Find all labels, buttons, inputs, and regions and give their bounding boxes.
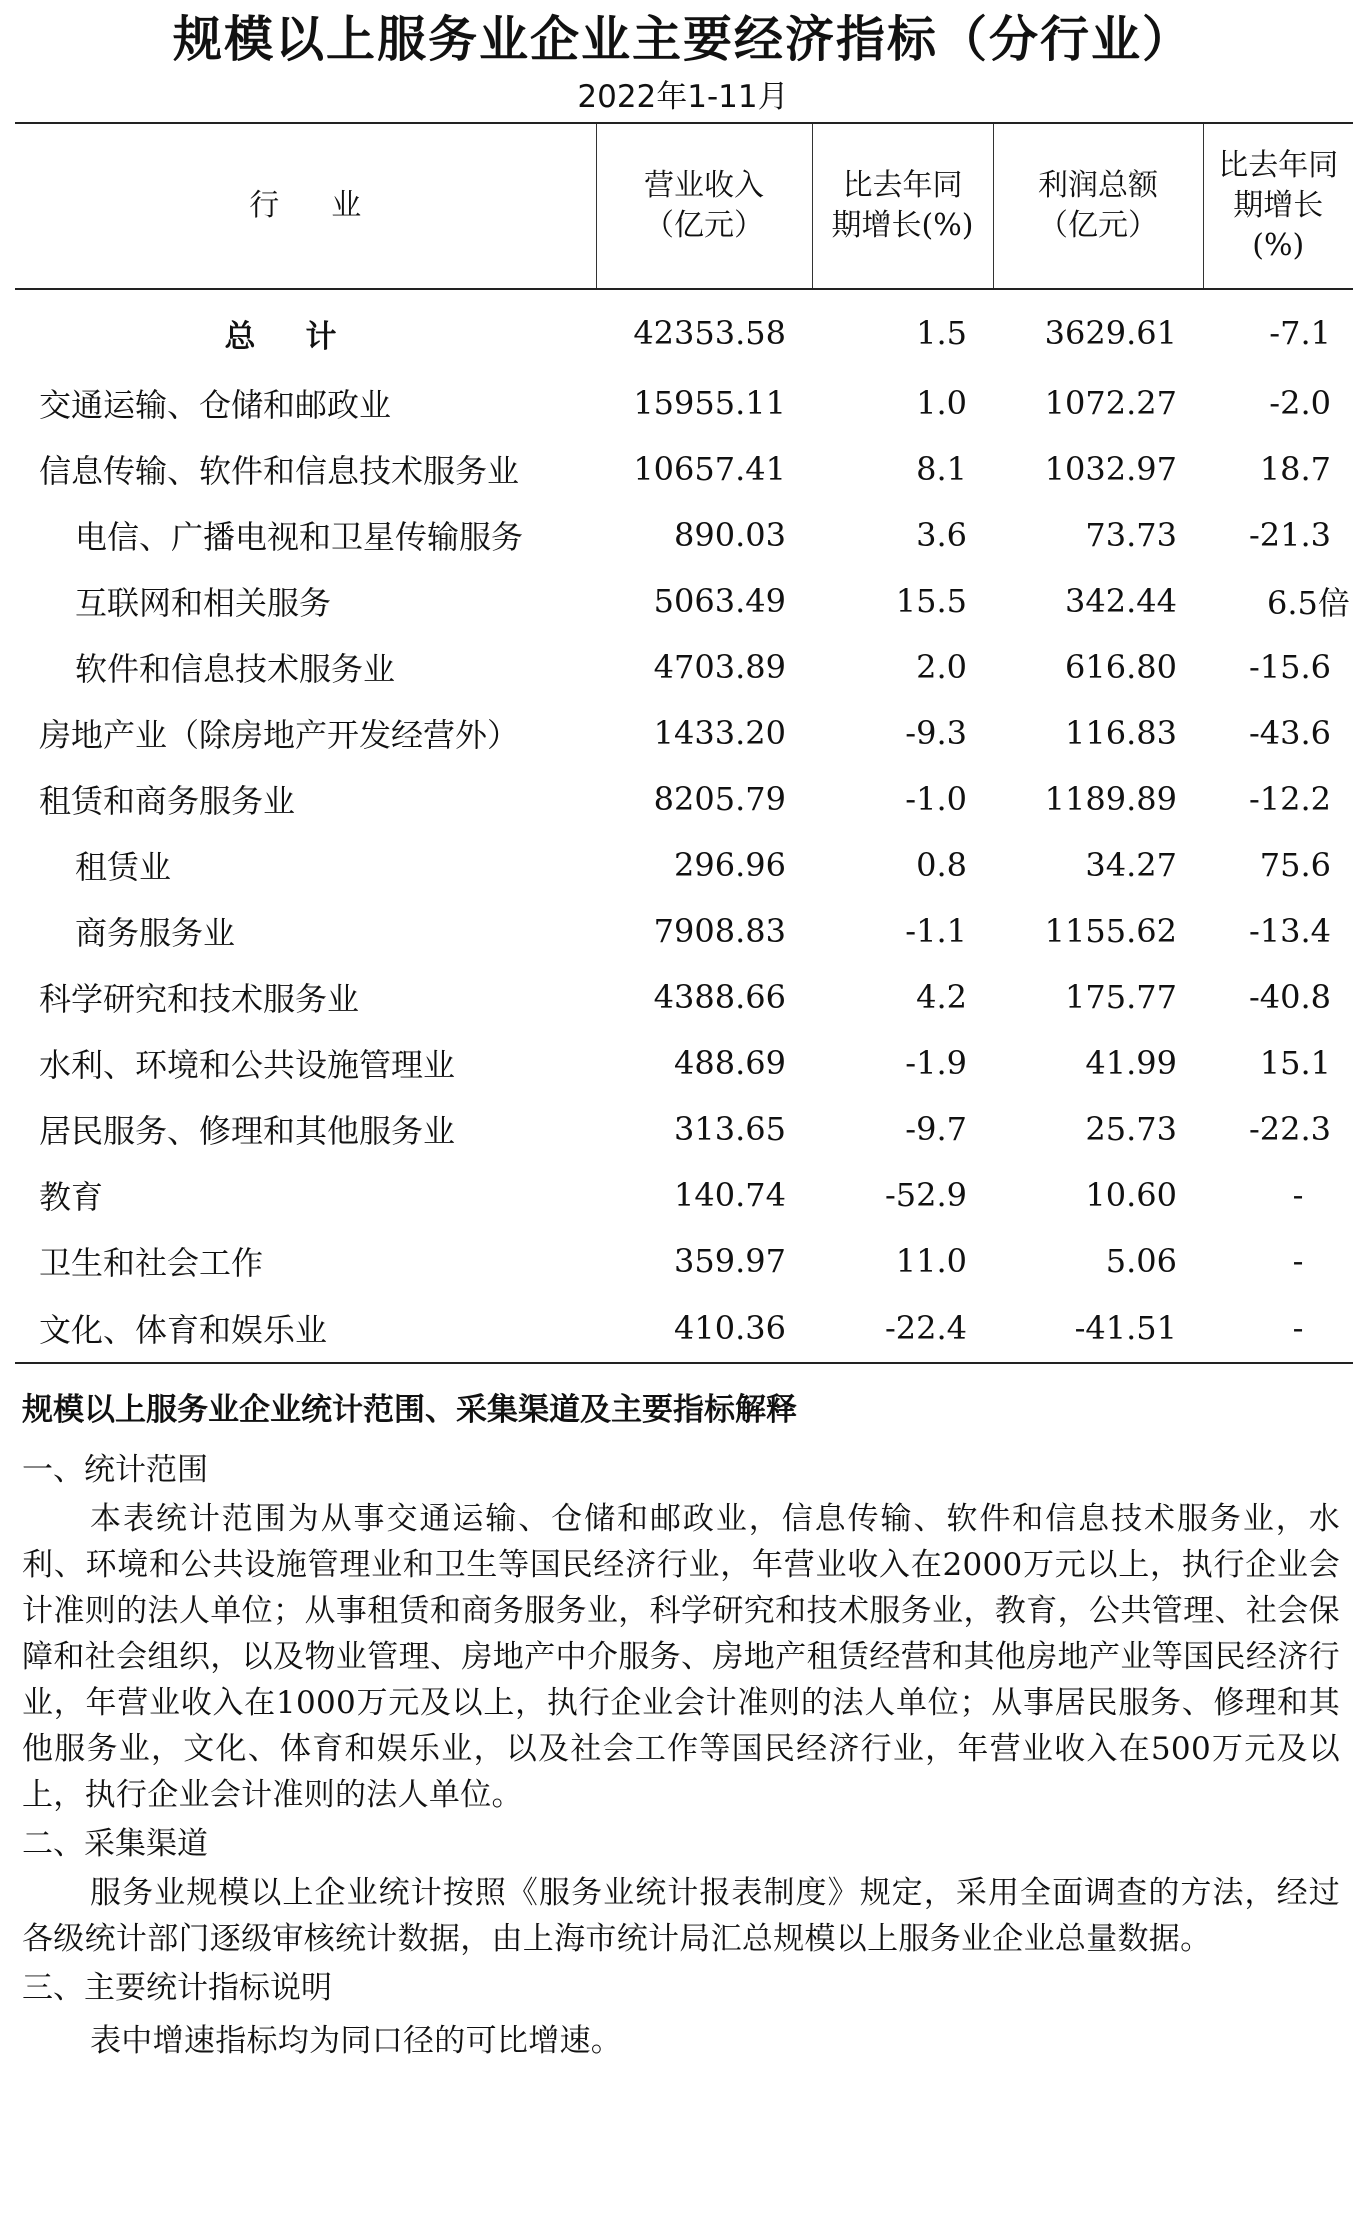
header-profit-line1: 利润总额 (1038, 168, 1158, 203)
cell-profit-growth: -40.8 (1248, 978, 1331, 1016)
table-row-sub (15, 502, 1353, 568)
cell-profit: -41.51 (993, 1294, 1203, 1363)
cell-profit: 73.73 (1085, 516, 1177, 554)
cell-profit-growth: - (1292, 1242, 1304, 1280)
header-profit-growth-line1: 比去年同 (1218, 148, 1339, 183)
header-profit (993, 123, 1203, 289)
notes-heading: 规模以上服务业企业统计范围、采集渠道及主要指标解释 (22, 1392, 797, 1428)
indicator-table (15, 122, 1353, 1364)
table-row-sub (15, 898, 1353, 964)
cell-revenue-growth: -1.0 (905, 780, 967, 818)
header-profit-growth-line3: (%) (1252, 228, 1305, 263)
cell-revenue-growth: 15.5 (895, 582, 967, 620)
cell-profit-growth: -15.6 (1248, 648, 1331, 686)
cell-profit-growth: - (1203, 1294, 1353, 1363)
table-row (15, 1228, 1353, 1294)
cell-revenue-growth: 8.1 (916, 450, 967, 488)
page-subtitle: 2022年1-11月 (577, 79, 789, 115)
section-collection-channel-text: 服务业规模以上企业统计按照《服务业统计报表制度》规定，采用全面调查的方法，经过各级统计部门逐级审核统计数据，由上海市统计局汇总规模以上服务业企业总量数据。 (22, 1875, 1340, 1957)
cell-industry: 卫生和社会工作 (39, 1244, 264, 1282)
cell-profit: 41.99 (1085, 1044, 1177, 1082)
table-row (15, 436, 1353, 502)
cell-profit: 1189.89 (1044, 780, 1177, 818)
cell-profit: 3629.61 (1044, 314, 1177, 352)
cell-industry: 租赁和商务服务业 (39, 782, 296, 820)
table-row (15, 1030, 1353, 1096)
table-row (15, 370, 1353, 436)
cell-industry: 科学研究和技术服务业 (39, 980, 360, 1018)
table-header (15, 123, 1353, 289)
cell-industry: 信息传输、软件和信息技术服务业 (39, 452, 520, 490)
cell-profit-growth: -7.1 (1269, 314, 1331, 352)
cell-profit-growth: -22.3 (1248, 1110, 1331, 1148)
cell-profit: 616.80 (1065, 648, 1177, 686)
cell-profit: 1155.62 (1044, 912, 1177, 950)
cell-revenue: 15955.11 (633, 384, 786, 422)
cell-revenue: 4703.89 (653, 648, 786, 686)
table-row (15, 1294, 1353, 1363)
cell-revenue: 10657.41 (633, 450, 786, 488)
table-row-sub (15, 832, 1353, 898)
section-collection-channel-title: 二、采集渠道 (22, 1826, 208, 1862)
header-profit-line2: （亿元） (1038, 208, 1158, 243)
cell-revenue: 140.74 (674, 1176, 786, 1214)
cell-profit-growth: -21.3 (1248, 516, 1331, 554)
cell-profit-growth: 18.7 (1259, 450, 1331, 488)
cell-industry: 交通运输、仓储和邮政业 (39, 386, 392, 424)
header-revenue-growth-line1: 比去年同 (842, 168, 963, 203)
cell-profit: 10.60 (1085, 1176, 1177, 1214)
cell-industry: 居民服务、修理和其他服务业 (39, 1112, 456, 1150)
section-indicator-notes-text: 表中增速指标均为同口径的可比增速。 (90, 2023, 623, 2059)
cell-revenue: 359.97 (674, 1242, 786, 1280)
header-profit-growth-line2: 期增长 (1233, 188, 1324, 223)
cell-profit-growth: -43.6 (1248, 714, 1331, 752)
section-statistical-scope-title: 一、统计范围 (22, 1452, 208, 1488)
cell-revenue: 1433.20 (653, 714, 786, 752)
cell-revenue-growth: -1.9 (905, 1044, 967, 1082)
cell-revenue-growth: -22.4 (812, 1294, 993, 1363)
cell-industry: 互联网和相关服务 (75, 584, 332, 622)
cell-industry: 教育 (39, 1178, 104, 1216)
cell-industry: 房地产业（除房地产开发经营外） (39, 716, 520, 754)
cell-industry: 电信、广播电视和卫星传输服务 (75, 518, 524, 556)
cell-revenue-growth: 11.0 (895, 1242, 967, 1280)
cell-profit: 342.44 (1065, 582, 1177, 620)
cell-profit: 1032.97 (1044, 450, 1177, 488)
cell-profit: 25.73 (1085, 1110, 1177, 1148)
cell-profit: 5.06 (1105, 1242, 1177, 1280)
cell-revenue-growth: -9.7 (905, 1110, 967, 1148)
cell-industry: 总计 (224, 318, 387, 355)
cell-profit-growth: 6.5倍 (1267, 584, 1350, 622)
cell-revenue: 4388.66 (653, 978, 786, 1016)
header-revenue (596, 123, 812, 289)
cell-revenue: 313.65 (674, 1110, 786, 1148)
table-row-sub (15, 634, 1353, 700)
header-industry: 行业 (15, 123, 596, 289)
header-profit-growth (1203, 123, 1353, 289)
cell-profit: 34.27 (1085, 846, 1177, 884)
table-row (15, 766, 1353, 832)
section-indicator-notes-title: 三、主要统计指标说明 (22, 1970, 332, 2006)
cell-profit: 1072.27 (1044, 384, 1177, 422)
cell-profit-growth: 75.6 (1259, 846, 1331, 884)
cell-revenue: 42353.58 (633, 314, 786, 352)
notes-section (22, 1380, 1340, 2064)
cell-profit-growth: -12.2 (1248, 780, 1331, 818)
cell-profit-growth: - (1292, 1176, 1304, 1214)
cell-industry: 文化、体育和娱乐业 (15, 1294, 596, 1363)
cell-industry: 软件和信息技术服务业 (75, 650, 396, 688)
table-row (15, 964, 1353, 1030)
cell-revenue: 8205.79 (653, 780, 786, 818)
cell-revenue-growth: 1.5 (916, 314, 967, 352)
table-row (15, 1162, 1353, 1228)
cell-revenue-growth: 0.8 (916, 846, 967, 884)
table-row (15, 700, 1353, 766)
cell-industry: 租赁业 (75, 848, 172, 886)
table-row (15, 1096, 1353, 1162)
cell-revenue: 7908.83 (653, 912, 786, 950)
cell-revenue: 296.96 (674, 846, 786, 884)
cell-profit-growth: -13.4 (1248, 912, 1331, 950)
table-header-row (15, 123, 1353, 289)
cell-revenue: 410.36 (596, 1294, 812, 1363)
page-title: 规模以上服务业企业主要经济指标（分行业） (172, 11, 1193, 68)
cell-revenue-growth: 3.6 (916, 516, 967, 554)
header-revenue-growth-line2: 期增长(%) (831, 208, 974, 243)
table-row-sub (15, 568, 1353, 634)
section-statistical-scope-text: 本表统计范围为从事交通运输、仓储和邮政业，信息传输、软件和信息技术服务业，水利、环境和公共设施管理业和卫生等国民经济行业，年营业收入在2000万元以上，执行企业会计准则的法人单位；从事租赁和商务服务业，科学研究和技术服务业，教育，公共管理、社会保障和社会组织，以及物业管理、房地产中介服务、房地产租赁经营和其他房地产业等国民经济行业，年营业收入在1000万元及以上，执行企业会计准则的法人单位；从事居民服务、修理和其他服务业，文化、体育和娱乐业，以及社会工作等国民经济行业，年营业收入在500万元及以上，执行企业会计准则的法人单位。 (22, 1501, 1340, 1813)
cell-profit-growth: 15.1 (1259, 1044, 1331, 1082)
header-revenue-growth (812, 123, 993, 289)
cell-revenue-growth: 4.2 (916, 978, 967, 1016)
header-revenue-line1: 营业收入 (644, 168, 764, 203)
cell-profit: 175.77 (1065, 978, 1177, 1016)
header-revenue-line2: （亿元） (644, 208, 764, 243)
cell-revenue: 488.69 (674, 1044, 786, 1082)
cell-profit-growth: -2.0 (1269, 384, 1331, 422)
cell-revenue-growth: -9.3 (905, 714, 967, 752)
cell-revenue-growth: 2.0 (916, 648, 967, 686)
cell-revenue-growth: 1.0 (916, 384, 967, 422)
cell-revenue-growth: -1.1 (905, 912, 967, 950)
table-row-total (15, 289, 1353, 370)
table-body (15, 289, 1353, 1363)
cell-industry: 水利、环境和公共设施管理业 (39, 1046, 456, 1084)
cell-profit: 116.83 (1065, 714, 1177, 752)
cell-industry: 商务服务业 (75, 914, 236, 952)
cell-revenue: 5063.49 (653, 582, 786, 620)
cell-revenue-growth: -52.9 (884, 1176, 967, 1214)
cell-revenue: 890.03 (674, 516, 786, 554)
